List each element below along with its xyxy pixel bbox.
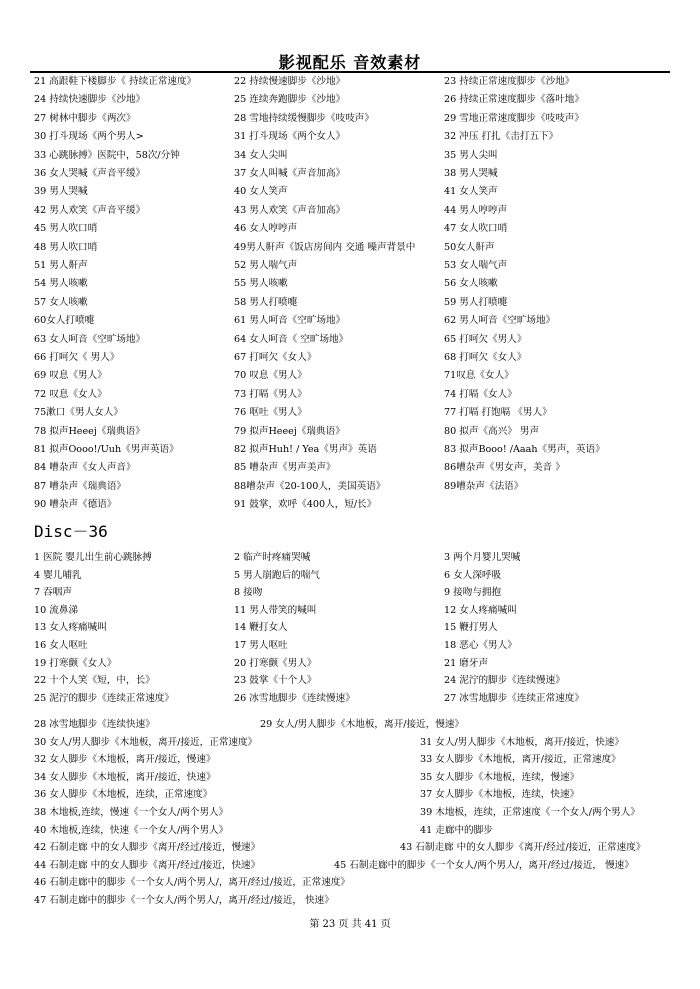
track-row [0, 602, 700, 620]
track-item: 38 木地板,连续，慢速《一个女人/两个男人》 [34, 807, 229, 818]
track-item: 11 男人带笑的喊叫 [234, 604, 317, 616]
track-item: 25 泥泞的脚步《连续正常速度》 [34, 692, 174, 704]
track-row [0, 220, 700, 238]
track-item: 85 嘈杂声《男声美声》 [234, 462, 336, 474]
track-row [0, 275, 700, 293]
track-row [0, 110, 700, 128]
track-item: 18 恶心《男人》 [444, 640, 517, 651]
track-item: 35 男人尖叫 [444, 149, 498, 161]
track-row [0, 478, 700, 496]
track-item: 29 雪地正常速度脚步《吱吱声》 [444, 112, 584, 124]
track-row [0, 294, 700, 312]
track-row [0, 804, 700, 822]
page-title: 影视配乐 音效素材 [278, 53, 422, 72]
track-item: 90 嘈杂声《德语》 [34, 499, 117, 511]
track-item: 3 两个月婴儿哭喊 [444, 552, 521, 563]
track-item: 63 女人呵音《空旷场地》 [34, 333, 146, 345]
track-item: 7 吞咽声 [34, 587, 72, 599]
track-row [0, 584, 700, 602]
track-item: 32 女人脚步《木地板，离开/接近，慢速》 [34, 754, 216, 766]
track-item: 1 医院 婴儿出生前心跳脉搏 [34, 552, 152, 563]
track-item: 54 男人咳嗽 [34, 278, 88, 290]
track-item: 36 女人脚步《木地板，连续，正常速度》 [34, 789, 213, 801]
track-item: 43 男人欢笑《声音加高》 [234, 204, 346, 216]
track-item: 79 拟声Heeej《瑞典语》 [234, 425, 345, 437]
track-item: 22 十个人笑《短，中，长》 [34, 675, 155, 687]
track-item: 31 女人/男人脚步《木地板，离开/接近，快速》 [420, 736, 625, 748]
track-item: 8 接吻 [234, 587, 263, 599]
track-item: 55 男人咳嗽 [234, 278, 288, 290]
track-item: 27 冰雪地脚步《连续正常速度》 [444, 692, 584, 704]
track-item: 44 男人哼哼声 [444, 204, 508, 216]
track-row [0, 73, 700, 91]
track-item: 12 女人疼痛喊叫 [444, 604, 517, 616]
track-item: 46 石制走廊中的脚步《一个女人/两个男人/，离开/经过/接近，正常速度》 [34, 877, 350, 889]
track-item: 28 雪地持续缓慢脚步《吱吱声》 [234, 112, 374, 124]
track-item: 36 女人哭喊《声音平缓》 [34, 168, 146, 179]
track-item: 22 持续慢速脚步《沙地》 [234, 76, 346, 87]
track-row [0, 183, 700, 201]
track-row [0, 331, 700, 349]
track-item: 25 连续奔跑脚步《沙地》 [234, 94, 346, 106]
track-item: 33 心跳脉搏》医院中，58次/分钟 [34, 149, 180, 161]
track-item: 64 女人呵音《 空旷场地》 [234, 333, 349, 345]
track-item: 83 拟声Booo! /Aaah《男声，英语》 [444, 444, 605, 455]
track-row [0, 786, 700, 804]
track-item: 62 男人呵音《空旷场地》 [444, 315, 556, 327]
track-item: 42 男人欢笑《声音平缓》 [34, 204, 146, 216]
track-row [0, 839, 700, 857]
track-item: 44 石制走廊 中的女人脚步《离开/经过/接近，快速》 [34, 859, 261, 871]
track-item: 67 打呵欠《女人》 [234, 352, 317, 363]
track-item: 91 鼓掌，欢呼《400人，短/长》 [234, 499, 377, 511]
track-item: 14 鞭打女人 [234, 622, 288, 634]
track-item: 84 嘈杂声《女人声音》 [34, 462, 136, 474]
track-item: 27 树林中脚步《两次》 [34, 112, 136, 124]
track-item: 88嘈杂声《20-100人，美国英语》 [234, 480, 386, 492]
track-item: 37 女人脚步《木地板，连续，快速》 [420, 789, 580, 801]
track-row [0, 637, 700, 655]
track-item: 17 男人呕吐 [234, 640, 288, 651]
track-item: 43 石制走廊 中的女人脚步《离开/经过/接近，正常速度》 [400, 842, 646, 854]
track-item: 4 婴儿哺乳 [34, 569, 82, 581]
track-item: 6 女人深呼吸 [444, 569, 502, 581]
track-item: 29 女人/男人脚步《木地板，离开/接近，慢速》 [260, 719, 465, 730]
track-item: 59 男人打喷嚏 [444, 296, 508, 308]
track-item: 61 男人呵音《空旷场地》 [234, 315, 346, 327]
track-item: 40 女人笑声 [234, 186, 288, 198]
track-item: 45 男人吹口哨 [34, 223, 98, 235]
track-item: 5 男人崩跑后的喘气 [234, 569, 320, 581]
track-row [0, 147, 700, 165]
track-item: 21 高跟鞋下楼脚步《 持续正常速度》 [34, 76, 197, 87]
track-item: 16 女人呕吐 [34, 640, 88, 651]
track-row [0, 367, 700, 385]
track-item: 9 接吻与拥抱 [444, 587, 502, 599]
track-item: 70 叹息《男人》 [234, 370, 307, 382]
track-row [0, 202, 700, 220]
track-item: 74 打嗝《女人》 [444, 388, 517, 400]
track-item: 21 磨牙声 [444, 657, 489, 669]
track-item: 65 打呵欠《男人》 [444, 333, 527, 345]
track-item: 26 持续正常速度脚步《落叶地》 [444, 94, 584, 106]
track-row [0, 239, 700, 257]
track-item: 45 石制走廊中的脚步《一个女人/两个男人/，离开/经过/接近， 慢速》 [334, 859, 634, 871]
track-item: 13 女人疼痛喊叫 [34, 622, 107, 634]
track-item: 26 冰雪地脚步《连续慢速》 [234, 692, 355, 704]
track-row [0, 716, 700, 734]
track-item: 69 叹息《男人》 [34, 370, 107, 382]
track-item: 51 男人鼾声 [34, 260, 88, 271]
track-row [0, 822, 700, 840]
track-item: 66 打呵欠《 男人》 [34, 352, 120, 363]
track-item: 80 拟声《高兴》 男声 [444, 425, 540, 437]
track-item: 68 打呵欠《女人》 [444, 352, 527, 363]
track-item: 19 打寒颤《女人》 [34, 657, 117, 669]
track-row [0, 567, 700, 585]
track-item: 31 打斗现场《两个女人》 [234, 131, 346, 143]
track-item: 39 男人哭喊 [34, 186, 88, 198]
track-row [0, 423, 700, 441]
track-row [0, 312, 700, 330]
track-item: 56 女人咳嗽 [444, 278, 498, 290]
track-item: 32 冲压 打扎《击打五下》 [444, 131, 559, 143]
track-item: 52 男人喘气声 [234, 260, 298, 271]
track-row [0, 751, 700, 769]
track-item: 87 嘈杂声《瑞典语》 [34, 480, 127, 492]
track-item: 50女人鼾声 [444, 241, 495, 253]
track-row [0, 892, 700, 910]
track-item: 86嘈杂声《男女声，美音 》 [444, 462, 565, 474]
track-item: 39 木地板，连续，正常速度《一个女人/两个男人》 [420, 807, 640, 818]
track-item: 75漱口《男人女人》 [34, 407, 123, 419]
track-row [0, 857, 700, 875]
track-row [0, 165, 700, 183]
track-item: 24 持续快速脚步《沙地》 [34, 94, 146, 106]
track-item: 33 女人脚步《木地板，离开/接近，正常速度》 [420, 754, 621, 766]
track-item: 57 女人咳嗽 [34, 296, 88, 308]
track-row [0, 619, 700, 637]
track-item: 42 石制走廊 中的女人脚步《离开/经过/接近，慢速》 [34, 842, 261, 854]
track-row [0, 769, 700, 787]
track-row [0, 459, 700, 477]
track-item: 23 持续正常速度脚步《沙地》 [444, 76, 575, 87]
track-item: 77 打嗝 打饱嗝 《男人》 [444, 407, 552, 419]
disc-heading: Disc－36 [34, 522, 108, 541]
track-item: 72 叹息《女人》 [34, 388, 107, 400]
track-row [0, 672, 700, 690]
track-row [0, 874, 700, 892]
track-item: 49男人鼾声《饭店房间内 交通 噪声背景中 [234, 241, 416, 253]
track-row [0, 690, 700, 708]
track-row [0, 441, 700, 459]
track-item: 82 拟声Huh! / Yea《男声》英语 [234, 444, 377, 455]
track-item: 46 女人哼哼声 [234, 223, 298, 235]
track-item: 48 男人吹口哨 [34, 241, 98, 253]
track-item: 78 拟声Heeej《瑞典语》 [34, 425, 145, 437]
track-row [0, 549, 700, 567]
track-row [0, 257, 700, 275]
track-item: 71叹息《女人》 [444, 370, 514, 382]
track-item: 58 男人打喷嚏 [234, 296, 298, 308]
track-item: 2 临产时疼痛哭喊 [234, 552, 311, 563]
track-item: 38 男人哭喊 [444, 168, 498, 179]
track-item: 40 木地板,连续，快速《一个女人/两个男人》 [34, 824, 229, 836]
track-item: 89嘈杂声《法语》 [444, 480, 524, 492]
track-item: 60女人打喷嚏 [34, 315, 95, 327]
track-item: 47 石制走廊中的脚步《一个女人/两个男人/，离开/经过/接近， 快速》 [34, 895, 334, 906]
track-item: 53 女人喘气声 [444, 260, 508, 271]
track-item: 10 流鼻涕 [34, 604, 79, 616]
track-item: 76 呕吐《男人》 [234, 407, 307, 419]
track-item: 47 女人吹口哨 [444, 223, 508, 235]
track-item: 20 打寒颤《男人》 [234, 657, 317, 669]
track-row [0, 734, 700, 752]
track-item: 34 女人尖叫 [234, 149, 288, 161]
track-row [0, 128, 700, 146]
track-item: 30 打斗现场《两个男人> [34, 131, 144, 143]
track-item: 41 女人笑声 [444, 186, 498, 198]
track-row [0, 496, 700, 514]
track-item: 15 鞭打男人 [444, 622, 498, 634]
track-row [0, 91, 700, 109]
page-number: 第 23 页 共 41 页 [309, 919, 391, 930]
track-item: 73 打嗝《男人》 [234, 388, 307, 400]
track-item: 30 女人/男人脚步《木地板，离开/接近，正常速度》 [34, 736, 258, 748]
track-item: 23 鼓掌《十个人》 [234, 675, 317, 687]
track-item: 41 走廊中的脚步 [420, 824, 493, 836]
track-row [0, 349, 700, 367]
track-item: 37 女人叫喊《声音加高》 [234, 168, 346, 179]
track-row [0, 404, 700, 422]
track-item: 34 女人脚步《木地板，离开/接近，快速》 [34, 771, 216, 783]
track-item: 28 冰雪地脚步《连续快速》 [34, 719, 155, 730]
track-item: 24 泥泞的脚步《连续慢速》 [444, 675, 565, 687]
track-item: 81 拟声Oooo!/Uuh《男声英语》 [34, 444, 179, 455]
track-item: 35 女人脚步《木地板，连续，慢速》 [420, 771, 580, 783]
track-row [0, 386, 700, 404]
track-row [0, 655, 700, 673]
